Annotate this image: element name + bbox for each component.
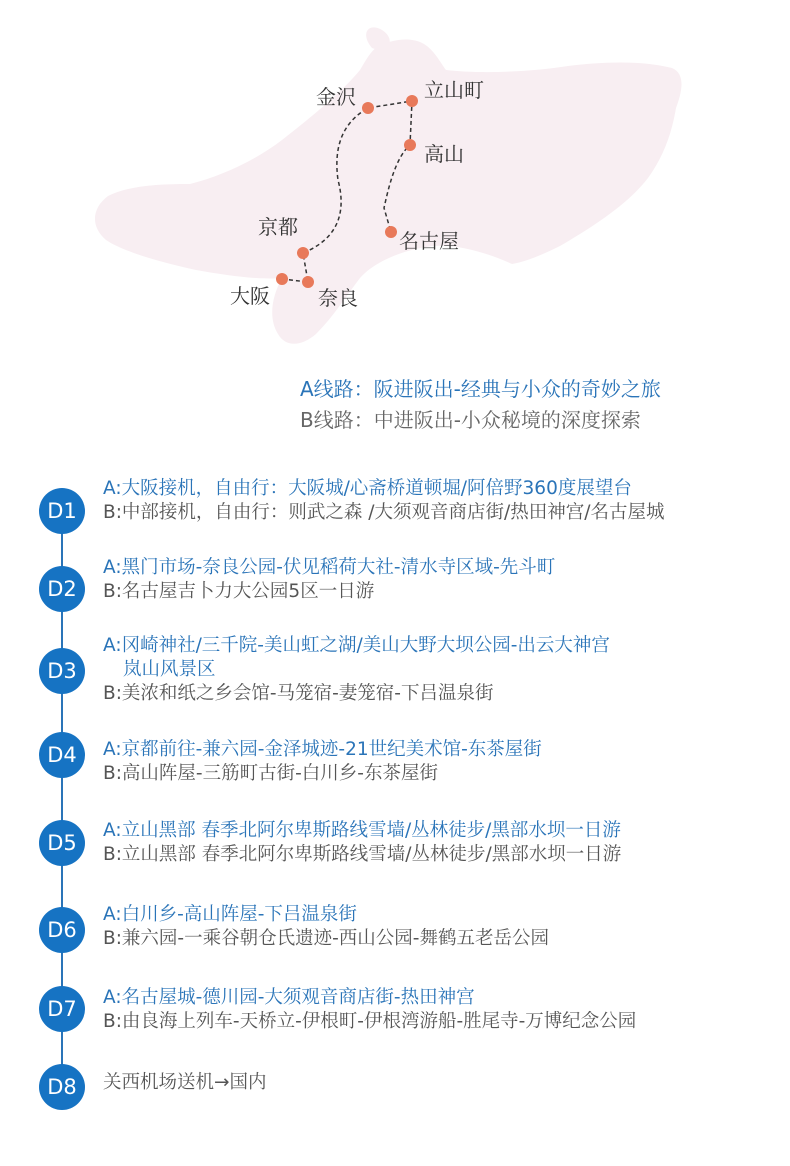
route-a-title: A线路：阪进阪出-经典与小众的奇妙之旅 xyxy=(300,377,661,401)
city-label-kyoto: 京都 xyxy=(258,215,298,239)
day-item-d2 xyxy=(103,556,783,604)
city-label-osaka: 大阪 xyxy=(230,284,270,308)
day-badge-d1: D1 xyxy=(39,488,85,534)
day-d1-route-b: B:中部接机，自由行：则武之森 /大须观音商店街/热田神宫/名古屋城 xyxy=(103,502,665,523)
day-badge-d6: D6 xyxy=(39,907,85,953)
day-d3-route-a-cont: 岚山风景区 xyxy=(123,659,216,680)
city-dot-tateyama xyxy=(406,95,418,107)
day-item-d6 xyxy=(103,903,783,951)
day-d8-note: 关西机场送机→国内 xyxy=(103,1072,267,1093)
day-d3-route-a: A:冈崎神社/三千院-美山虹之湖/美山大野大坝公园-出云大神宫 xyxy=(103,635,610,656)
city-dot-nagoya xyxy=(385,226,397,238)
day-d6-route-b: B:兼六园-一乘谷朝仓氏遗迹-西山公园-舞鹤五老岳公园 xyxy=(103,928,549,949)
day-item-d7 xyxy=(103,986,783,1034)
city-dot-nara xyxy=(302,276,314,288)
city-label-nagoya: 名古屋 xyxy=(399,229,459,253)
city-dot-kanazawa xyxy=(362,102,374,114)
day-item-d5 xyxy=(103,819,783,867)
route-map xyxy=(0,0,790,370)
day-badge-d3: D3 xyxy=(39,648,85,694)
day-item-d4 xyxy=(103,738,783,786)
city-label-nara: 奈良 xyxy=(318,286,358,310)
route-legend xyxy=(300,374,780,436)
day-item-d8 xyxy=(103,1071,783,1095)
city-dot-kyoto xyxy=(297,247,309,259)
day-item-d1 xyxy=(103,477,783,525)
day-d6-route-a: A:白川乡-高山阵屋-下吕温泉街 xyxy=(103,904,357,925)
day-d3-route-b: B:美浓和纸之乡会馆-马笼宿-妻笼宿-下吕温泉街 xyxy=(103,683,494,704)
japan-landmass xyxy=(95,40,682,344)
route-b-title: B线路：中进阪出-小众秘境的深度探索 xyxy=(300,408,641,432)
day-badge-d4: D4 xyxy=(39,732,85,778)
day-d4-route-b: B:高山阵屋-三筋町古街-白川乡-东茶屋街 xyxy=(103,763,438,784)
northern-peninsula xyxy=(366,27,390,52)
day-d5-route-b: B:立山黑部 春季北阿尔卑斯路线雪墙/丛林徒步/黑部水坝一日游 xyxy=(103,844,622,865)
day-badge-d5: D5 xyxy=(39,820,85,866)
city-dot-osaka xyxy=(276,273,288,285)
day-d7-route-a: A:名古屋城-德川园-大须观音商店街-热田神宫 xyxy=(103,987,475,1008)
day-d4-route-a: A:京都前往-兼六园-金泽城迹-21世纪美术馆-东茶屋街 xyxy=(103,739,542,760)
day-d2-route-b: B:名古屋吉卜力大公园5区一日游 xyxy=(103,581,375,602)
day-d1-route-a: A:大阪接机，自由行：大阪城/心斋桥道顿堀/阿倍野360度展望台 xyxy=(103,478,632,499)
day-d5-route-a: A:立山黑部 春季北阿尔卑斯路线雪墙/丛林徒步/黑部水坝一日游 xyxy=(103,820,621,841)
day-badge-d8: D8 xyxy=(39,1064,85,1110)
day-item-d3 xyxy=(103,634,783,706)
day-d7-route-b: B:由良海上列车-天桥立-伊根町-伊根湾游船-胜尾寺-万博纪念公园 xyxy=(103,1011,637,1032)
city-dot-takayama xyxy=(404,139,416,151)
city-label-tateyama: 立山町 xyxy=(424,78,484,102)
city-label-kanazawa: 金沢 xyxy=(316,85,356,109)
day-badge-d7: D7 xyxy=(39,986,85,1032)
day-badge-d2: D2 xyxy=(39,566,85,612)
city-label-takayama: 高山 xyxy=(424,142,464,166)
day-d2-route-a: A:黑门市场-奈良公园-伏见稻荷大社-清水寺区域-先斗町 xyxy=(103,557,556,578)
